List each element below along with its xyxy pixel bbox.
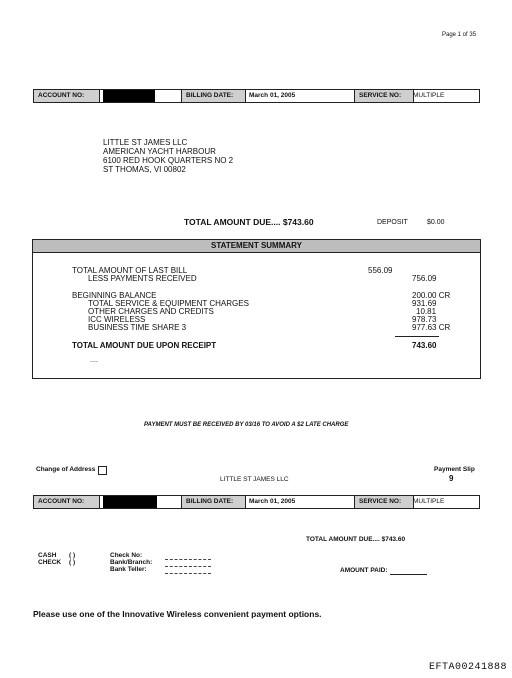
- icc-wireless-label: ICC WIRELESS: [88, 315, 146, 324]
- billing-date-label: BILLING DATE:: [181, 496, 246, 508]
- deposit-label: DEPOSIT: [377, 219, 408, 226]
- late-charge-notice: PAYMENT MUST BE RECEIVED BY 03/16 TO AVOID A $2 LATE CHARGE: [144, 422, 349, 428]
- service-no-value: MULTIPLE: [413, 498, 445, 505]
- document-id: EFTA00241888: [429, 662, 508, 673]
- account-no-label: ACCOUNT NO:: [34, 90, 100, 102]
- bank-branch-label: Bank/Branch:: [110, 559, 153, 566]
- payment-slip-number: 9: [449, 474, 454, 483]
- beginning-balance-value: 200.00 CR: [412, 291, 451, 300]
- account-slip-bar: [33, 495, 480, 509]
- cash-checkbox[interactable]: ( ): [69, 552, 76, 559]
- last-bill-value: 556.09: [368, 266, 393, 275]
- business-time-share-label: BUSINESS TIME SHARE 3: [88, 323, 187, 332]
- statement-summary-title: STATEMENT SUMMARY: [33, 240, 480, 253]
- account-no-label: ACCOUNT NO:: [34, 496, 100, 508]
- billing-date-value: March 01, 2005: [249, 92, 296, 99]
- check-checkbox[interactable]: ( ): [69, 559, 76, 566]
- bank-teller-label: Bank Teller:: [110, 566, 147, 573]
- icc-wireless-value: 978.73: [412, 315, 437, 324]
- address-line: LITTLE ST JAMES LLC: [103, 138, 188, 147]
- page-number: Page 1 of 35: [442, 32, 477, 38]
- bank-branch-field[interactable]: [165, 566, 211, 567]
- service-charges-value: 931.69: [412, 299, 437, 308]
- check-label: CHECK: [38, 559, 62, 566]
- service-charges-label: TOTAL SERVICE & EQUIPMENT CHARGES: [88, 299, 249, 308]
- footer-message: Please use one of the Innovative Wireless convenient payment options.: [33, 609, 322, 619]
- payment-slip-label: Payment Slip: [434, 466, 475, 473]
- service-no-value: MULTIPLE: [413, 92, 445, 99]
- service-no-label: SERVICE NO:: [354, 496, 414, 508]
- cash-label: CASH: [38, 552, 57, 559]
- address-line: ST THOMAS, VI 00802: [103, 165, 186, 174]
- change-of-address-checkbox[interactable]: [98, 466, 107, 475]
- redacted-account-number: [103, 90, 155, 102]
- continuation-dots: ....: [90, 357, 98, 364]
- business-time-share-value: 977.63 CR: [412, 323, 451, 332]
- address-line: 6100 RED HOOK QUARTERS NO 2: [103, 156, 234, 165]
- redacted-account-number: [103, 496, 157, 508]
- last-bill-label: TOTAL AMOUNT OF LAST BILL: [72, 266, 188, 275]
- service-no-label: SERVICE NO:: [354, 90, 414, 102]
- slip-total-amount-due: TOTAL AMOUNT DUE.... $743.60: [306, 536, 406, 543]
- statement-summary: [32, 239, 481, 379]
- amount-paid-label: AMOUNT PAID:: [340, 567, 388, 574]
- check-no-label: Check No:: [110, 552, 143, 559]
- change-of-address-label: Change of Address: [36, 466, 96, 473]
- beginning-balance-label: BEGINNING BALANCE: [72, 291, 157, 300]
- account-header-bar: [33, 89, 480, 103]
- address-line: AMERICAN YACHT HARBOUR: [103, 147, 216, 156]
- sum-underline: [395, 336, 439, 337]
- billing-date-label: BILLING DATE:: [181, 90, 246, 102]
- billing-date-value: March 01, 2005: [249, 498, 296, 505]
- payments-value: 756.09: [412, 274, 437, 283]
- bank-teller-field[interactable]: [165, 573, 211, 574]
- amount-due-upon-receipt-label: TOTAL AMOUNT DUE UPON RECEIPT: [72, 341, 217, 350]
- slip-account-name: LITTLE ST JAMES LLC: [220, 476, 289, 483]
- amount-paid-field[interactable]: [390, 574, 427, 575]
- other-charges-value: 10.81: [416, 307, 437, 316]
- other-charges-label: OTHER CHARGES AND CREDITS: [88, 307, 214, 316]
- total-amount-due: TOTAL AMOUNT DUE.... $743.60: [184, 217, 314, 227]
- amount-due-upon-receipt-value: 743.60: [412, 341, 437, 350]
- check-no-field[interactable]: [165, 559, 211, 560]
- deposit-value: $0.00: [427, 219, 445, 226]
- payments-label: LESS PAYMENTS RECEIVED: [88, 274, 197, 283]
- mailing-address: [103, 138, 233, 174]
